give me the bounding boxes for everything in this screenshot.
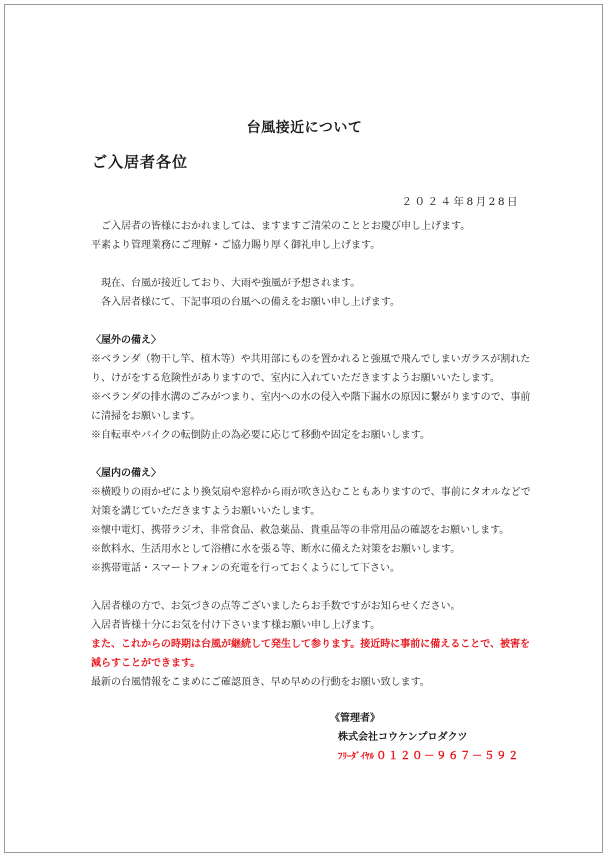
admin-company: 株式会社コウケンプロダクツ (338, 732, 468, 743)
closing-line: 入居者皆様十分にお気を付け下さいます様お願い申し上げます。 (91, 620, 381, 631)
intro-line: 平素より管理業務にご理解・ご協力賜り厚く御礼申し上げます。 (91, 240, 381, 251)
final-line: 最新の台風情報をこまめにご確認頂き、早め早めの行動をお願い致します。 (91, 677, 430, 688)
outdoor-item: ※ベランダの排水溝のごみがつまり、室内への水の侵入や階下漏水の原因に繋がりますので、事前に清掃をお願いします。 (91, 392, 531, 422)
indoor-item: ※横殴りの雨かぜにより換気扇や窓枠から雨が吹き込むこともありますので、事前にタオルなどで対策を講じていただきますようお願いいたします。 (91, 487, 531, 517)
document-body (91, 217, 531, 692)
phone-label: ﾌﾘｰﾀﾞｲﾔﾙ (338, 752, 375, 762)
outdoor-heading: 〈屋外の備え〉 (91, 335, 161, 346)
document-date: ２０２４年8月28日 (401, 196, 520, 208)
admin-block (330, 709, 560, 767)
admin-phone (330, 747, 560, 767)
admin-label: 《管理者》 (330, 713, 380, 724)
document-title: 台風接近について (246, 120, 363, 136)
indoor-item: ※懐中電灯、携帯ラジオ、非常食品、救急薬品、貴重品等の非常用品の確認をお願いします。 (91, 525, 510, 536)
notice-line: 各入居者様にて、下記事項の台風への備えをお願い申し上げます。 (101, 297, 400, 308)
closing-line: 入居者様の方で、お気づきの点等ございましたらお手数ですがお知らせください。 (91, 601, 461, 612)
phone-number: ０１２０－９６７－５９２ (376, 750, 521, 762)
salutation: ご入居者各位 (92, 153, 189, 171)
indoor-item: ※飲料水、生活用水として浴槽に水を張る等、断水に備えた対策をお願いします。 (91, 544, 461, 555)
outdoor-item: ※ベランダ（物干し竿、植木等）や共用部にものを置かれると強風で飛んでしまいガラスが割れたり、けがをする危険性がありますので、室内に入れていただきますようお願いいたします。 (91, 354, 531, 384)
intro-line: ご入居者の皆様におかれましては、ますますご清栄のこととお慶び申し上げます。 (101, 221, 471, 232)
notice-line: 現在、台風が接近しており、大雨や強風が予想されます。 (101, 278, 361, 289)
indoor-item: ※携帯電話・スマートフォンの充電を行っておくようにして下さい。 (91, 563, 400, 574)
document-page (4, 4, 603, 853)
indoor-heading: 〈屋内の備え〉 (91, 468, 161, 479)
warning-text: また、これからの時期は台風が継続して発生して参ります。接近時に事前に備えることで、被害を減らすことができます。 (91, 639, 530, 669)
outdoor-item: ※自転車やバイクの転倒防止の為必要に応じて移動や固定をお願いします。 (91, 430, 430, 441)
